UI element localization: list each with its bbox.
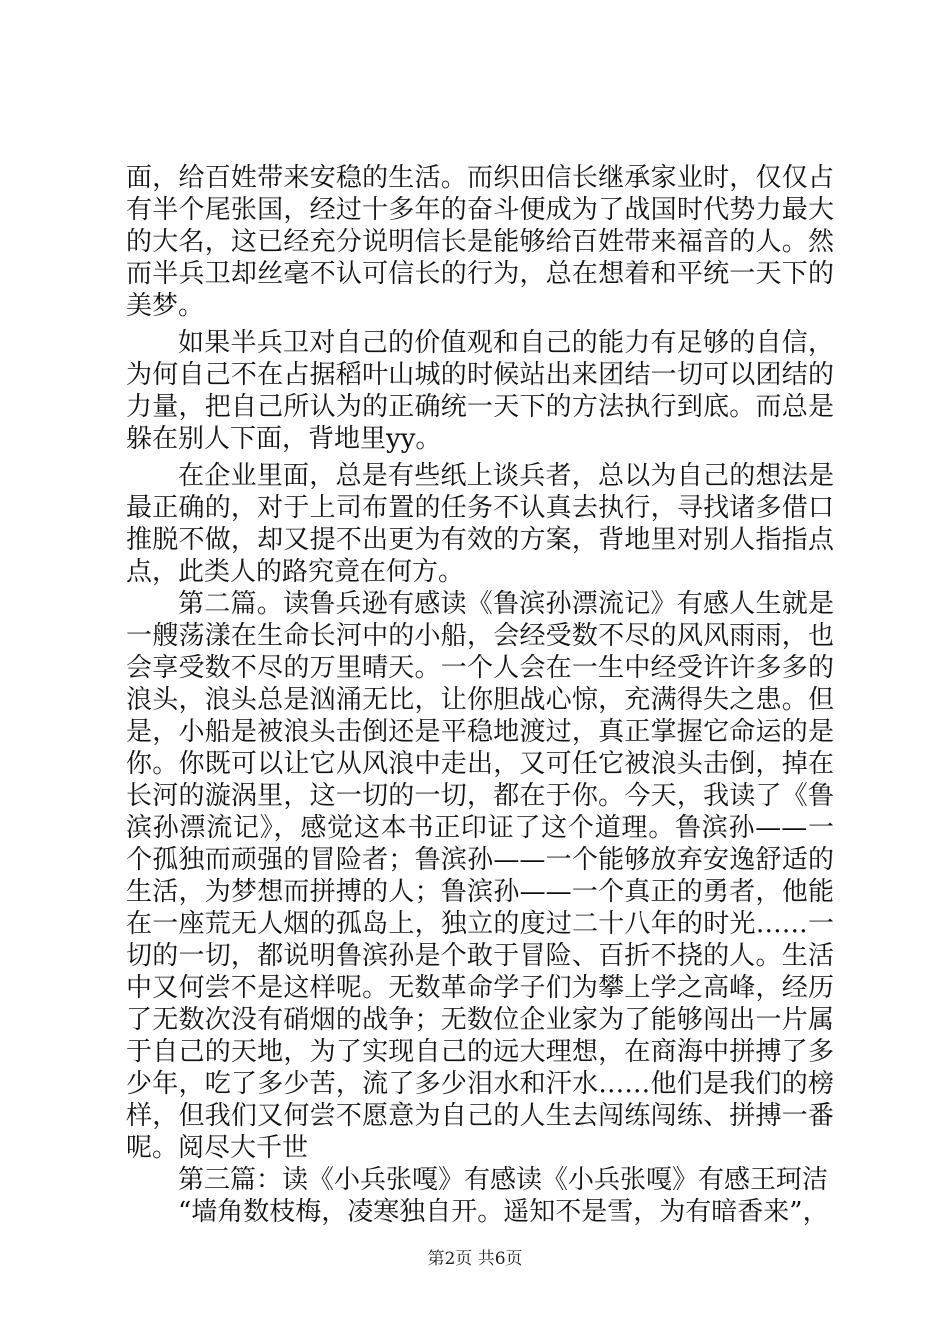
page-number-footer: 第2页 共6页 [427,1249,523,1269]
paragraph-hanbei-confidence: 如果半兵卫对自己的价值观和自己的能力有足够的自信，为何自己不在占据稻叶山城的时候站出来团结一切可以团结的力量，把自己所认为的正确统一天下的方法执行到底。而总是躲在别人下面，背地里yy。 [126,328,834,454]
paragraph-part-two: 第二篇。读鲁兵逊有感读《鲁滨孙漂流记》有感人生就是一艘荡漾在生命长河中的小船，会经受数不尽的风风雨雨，也会享受数不尽的万里晴天。一个人会在一生中经受许许多多的浪头，浪头总是汹涌无比，让你胆战心惊，充满得失之患。但是，小船是被浪头击倒还是平稳地渡过，真正掌握它命运的是你。你既可以让它从风浪中走出，又可任它被浪头击倒，掉在长河的漩涡里，这一切的一切，都在于你。今天，我读了《鲁滨孙漂流记》，感觉这本书正印证了这个道理。鲁滨孙——一个孤独而顽强的冒险者；鲁滨孙——一个能够放弃安逸舒适的生活，为梦想而拼搏的人；鲁滨孙——一个真正的勇者，他能在一座荒无人烟的孤岛上，独立的度过二十八年的时光……一切的一切，都说明鲁滨孙是个敢于冒险、百折不挠的人。生活中又何尝不是这样呢。无数革命学子们为攀上学之高峰，经历了无数次没有硝烟的战争；无数位企业家为了能够闯出一片属于自己的天地，为了实现自己的远大理想，在商海中拼搏了多少年，吃了多少苦，流了多少泪水和汗水……他们是我们的榜样，但我们又何尝不愿意为自己的人生去闯练闯练、拼搏一番呢。阅尽大千世 [126,589,834,1163]
paragraph-part-three-title: 第三篇：读《小兵张嘎》有感读《小兵张嘎》有感王珂洁 [178,1165,829,1195]
paragraph-enterprise: 在企业里面，总是有些纸上谈兵者，总以为自己的想法是最正确的，对于上司布置的任务不认真去执行，寻找诸多借口推脱不做，却又提不出更为有效的方案，背地里对别人指指点点，此类人的路究竟在何方。 [126,461,834,587]
paragraph-poem-quote: “墙角数枝梅，凌寒独自开。遥知不是雪，为有暗香来”， [178,1197,829,1227]
document-body [126,162,834,1228]
paragraph-continuation: 面，给百姓带来安稳的生活。而织田信长继承家业时，仅仅占有半个尾张国，经过十多年的奋斗便成为了战国时代势力最大的大名，这已经充分说明信长是能够给百姓带来福音的人。然而半兵卫却丝毫不认可信长的行为，总在想着和平统一天下的美梦。 [126,163,834,321]
